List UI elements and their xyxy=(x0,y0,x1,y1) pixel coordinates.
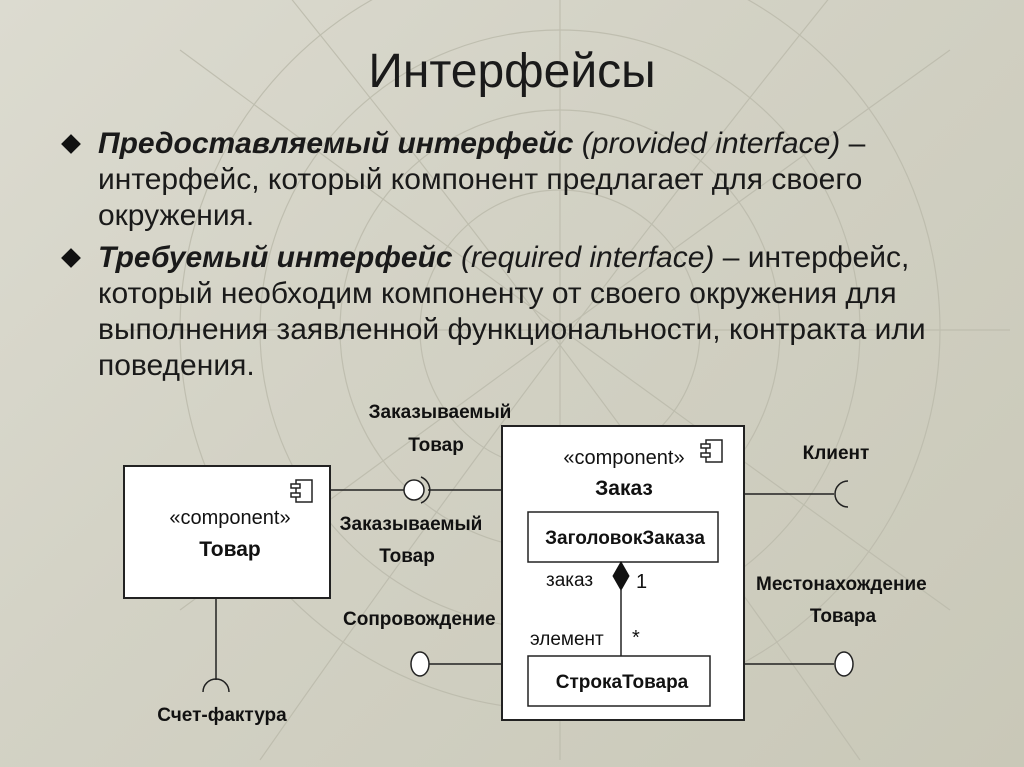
bullet-english: (required interface) xyxy=(460,241,715,274)
interface-label: Товар xyxy=(408,435,464,456)
interface-label: Заказываемый xyxy=(339,514,483,535)
component-stereotype: «component» xyxy=(563,447,685,469)
association-multiplicity: 1 xyxy=(636,571,648,593)
interface-label: Клиент xyxy=(802,443,870,464)
provided-interface-icon xyxy=(835,652,853,676)
component-name: Товар xyxy=(199,538,261,561)
slide-title: Интерфейсы xyxy=(368,45,656,98)
required-interface-icon xyxy=(203,679,229,692)
part-name: СтрокаТовара xyxy=(555,672,689,693)
part-name: ЗаголовокЗаказа xyxy=(545,528,705,549)
component-stereotype: «component» xyxy=(169,507,291,529)
bullet-text: – интерфейс, который необходим компоненту от своего окружения для выполнения заявленной функциональности, контракта или поведения. xyxy=(98,241,926,382)
bullet-term: Предоставляемый интерфейс xyxy=(98,127,574,160)
interface-label: Местонахождение xyxy=(756,574,927,595)
association-role: элемент xyxy=(530,629,604,650)
association-role: заказ xyxy=(546,570,594,591)
bullet-term: Требуемый интерфейс xyxy=(98,241,453,274)
interface-label: Товар xyxy=(379,546,435,567)
association-multiplicity: * xyxy=(632,627,640,649)
interface-label: Товара xyxy=(809,606,877,627)
bullet-english: (provided interface) xyxy=(581,127,841,160)
provided-interface-icon xyxy=(404,480,424,500)
bullet-text: – интерфейс, который компонент предлагает для своего окружения. xyxy=(98,127,866,232)
interface-label: Счет-фактура xyxy=(157,705,287,726)
interface-label: Сопровождение xyxy=(343,609,496,630)
provided-interface-icon xyxy=(411,652,429,676)
component-name: Заказ xyxy=(595,477,653,500)
interface-label: Заказываемый xyxy=(368,402,512,423)
required-interface-icon xyxy=(835,481,848,507)
